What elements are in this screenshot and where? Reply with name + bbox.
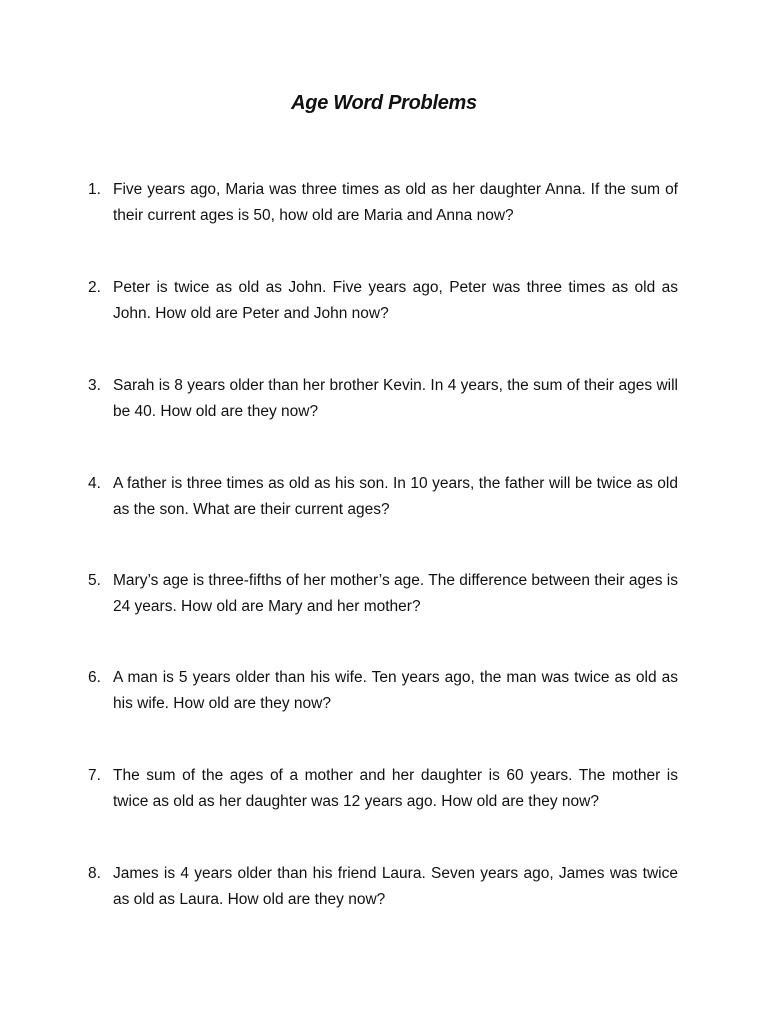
problem-text: The sum of the ages of a mother and her daughter is 60 years. The mother is twice as old as her daughter was 12 years ago. How old are they now? — [113, 767, 678, 810]
problem-number: 4. — [88, 475, 101, 492]
problem-item — [88, 665, 678, 716]
problem-number: 7. — [88, 767, 101, 784]
problem-text: Peter is twice as old as John. Five years ago, Peter was three times as old as John. How old are Peter and John now? — [113, 279, 678, 322]
problem-number: 3. — [88, 377, 101, 394]
problem-number: 2. — [88, 279, 101, 296]
problem-item — [88, 568, 678, 619]
problem-item — [88, 861, 678, 912]
problem-text: Five years ago, Maria was three times as old as her daughter Anna. If the sum of their current ages is 50, how old are Maria and Anna now? — [113, 181, 678, 224]
problem-text: James is 4 years older than his friend Laura. Seven years ago, James was twice as old as Laura. How old are they now? — [113, 865, 678, 908]
problem-text: A father is three times as old as his son. In 10 years, the father will be twice as old as the son. What are their current ages? — [113, 475, 678, 518]
problem-number: 1. — [88, 181, 101, 198]
problem-number: 6. — [88, 669, 101, 686]
problem-text: Sarah is 8 years older than her brother Kevin. In 4 years, the sum of their ages will be 40. How old are they now? — [113, 377, 678, 420]
problem-item — [88, 177, 678, 228]
problem-item — [88, 763, 678, 814]
problem-item — [88, 373, 678, 424]
problem-item — [88, 471, 678, 522]
problem-item — [88, 275, 678, 326]
problem-text: Mary’s age is three-fifths of her mother’s age. The difference between their ages is 24 years. How old are Mary and her mother? — [113, 572, 678, 615]
page-title: Age Word Problems — [291, 92, 477, 114]
problem-number: 8. — [88, 865, 101, 882]
problem-number: 5. — [88, 572, 101, 589]
problem-text: A man is 5 years older than his wife. Ten years ago, the man was twice as old as his wife. How old are they now? — [113, 669, 678, 712]
